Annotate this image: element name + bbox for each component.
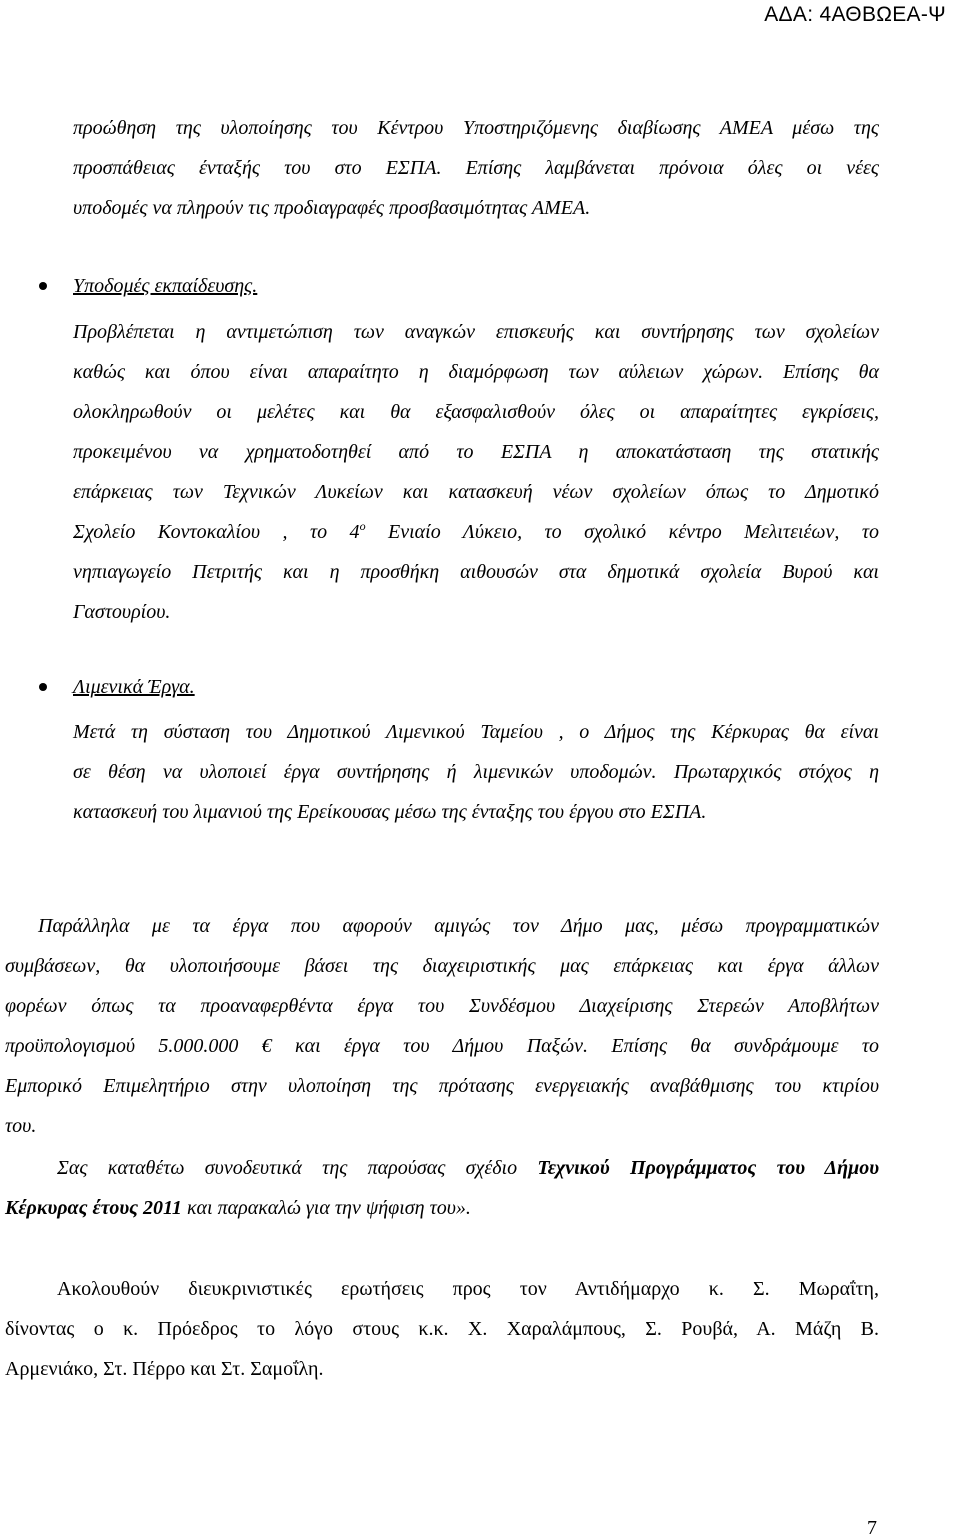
text-fragment: και παρακαλώ για την ψήφιση του». [181, 1197, 471, 1219]
text-line: προκειμένου να χρηματοδοτηθεί από το ΕΣΠΑ η αποκατάσταση της στατικής [73, 441, 879, 463]
text-line: υποδομές να πληρούν τις προδιαγραφές προσβασιμότητας ΑΜΕΑ. [73, 197, 591, 219]
ports-paragraph [73, 712, 879, 832]
text-line: Εμπορικό Επιμελητήριο στην υλοποίηση της πρότασης ενεργειακής αναβάθμισης του κτιρίου [5, 1075, 879, 1097]
schools-paragraph [73, 312, 879, 632]
ada-header: ΑΔΑ: 4ΑΘΒΩΕΑ-Ψ [764, 3, 946, 26]
text-line: καθώς και όπου είναι απαραίτητο η διαμόρφωση των αύλειων χώρων. Επίσης θα [73, 361, 879, 383]
intro-paragraph [73, 108, 879, 228]
text-line: νηπιαγωγείο Πετριτής και η προσθήκη αιθουσών στα δημοτικά σχολεία Βυρού και [73, 561, 879, 583]
text-line: Παράλληλα με τα έργα που αφορούν αμιγώς τον Δήμο μας, μέσω προγραμματικών [38, 915, 879, 937]
text-fragment: Σχολείο Κοντοκαλίου , το 4 [73, 521, 360, 543]
text-line [5, 1148, 879, 1188]
text-line [73, 512, 879, 552]
ordinal-superscript: ο [359, 519, 366, 533]
schools-heading: Υποδομές εκπαίδευσης. [73, 275, 258, 297]
text-line: Γαστουρίου. [73, 601, 171, 623]
program-year-bold: Κέρκυρας έτους 2011 [5, 1197, 182, 1219]
text-line: φορέων όπως τα προαναφερθέντα έργα του Συνδέσμου Διαχείρισης Στερεών Αποβλήτων [5, 995, 879, 1017]
text-line: δίνοντας ο κ. Πρόεδρος το λόγο στους κ.κ. Χ. Χαραλάμπους, Σ. Ρουβά, Α. Μάζη Β. [5, 1318, 879, 1340]
page-number: 7 [867, 1517, 877, 1539]
text-line: ολοκληρωθούν οι μελέτες και θα εξασφαλισθούν όλες οι απαραίτητες εγκρίσεις, [73, 401, 879, 423]
submission-paragraph [5, 1148, 879, 1228]
text-line: σε θέση να υλοποιεί έργα συντήρησης ή λιμενικών υποδομών. Πρωταρχικός στόχος η [73, 761, 879, 783]
parallel-works-paragraph [5, 906, 879, 1146]
text-line: Αρμενιάκο, Στ. Πέρρο και Στ. Σαμοΐλη. [5, 1358, 324, 1380]
text-line: προσπάθειας ένταξής του στο ΕΣΠΑ. Επίσης λαμβάνεται πρόνοια όλες οι νέες [73, 157, 879, 179]
bullet-icon [39, 683, 47, 691]
text-line: Προβλέπεται η αντιμετώπιση των αναγκών επισκευής και συντήρησης των σχολείων [73, 321, 879, 343]
bullet-icon [39, 282, 47, 290]
text-line: επάρκειας των Τεχνικών Λυκείων και κατασκευή νέων σχολείων όπως το Δημοτικό [73, 481, 879, 503]
text-line: του. [5, 1115, 37, 1137]
text-line: κατασκευή του λιμανιού της Ερείκουσας μέσω της ένταξης του έργου στο ΕΣΠΑ. [73, 801, 707, 823]
text-line [5, 1188, 879, 1228]
text-line: Μετά τη σύσταση του Δημοτικού Λιμενικού Ταμείου , ο Δήμος της Κέρκυρας θα είναι [73, 721, 879, 743]
text-line: προώθηση της υλοποίησης του Κέντρου Υποστηριζόμενης διαβίωσης ΑΜΕΑ μέσω της [73, 117, 879, 139]
text-fragment: Ενιαίο Λύκειο, το σχολικό κέντρο Μελιτειέων, το [365, 521, 879, 543]
questions-paragraph [5, 1269, 879, 1389]
text-line: Ακολουθούν διευκρινιστικές ερωτήσεις προς τον Αντιδήμαρχο κ. Σ. Μωραΐτη, [57, 1278, 879, 1300]
text-line: προϋπολογισμού 5.000.000 € και έργα του Δήμου Παξών. Επίσης θα συνδράμουμε το [5, 1035, 879, 1057]
program-title-bold: Τεχνικού Προγράμματος του Δήμου [537, 1157, 879, 1179]
text-fragment: Σας καταθέτω συνοδευτικά της παρούσας σχέδιο [57, 1157, 538, 1179]
text-line: συμβάσεων, θα υλοποιήσουμε βάσει της διαχειριστικής μας επάρκειας και έργα άλλων [5, 955, 879, 977]
ports-heading: Λιμενικά Έργα. [73, 676, 195, 698]
